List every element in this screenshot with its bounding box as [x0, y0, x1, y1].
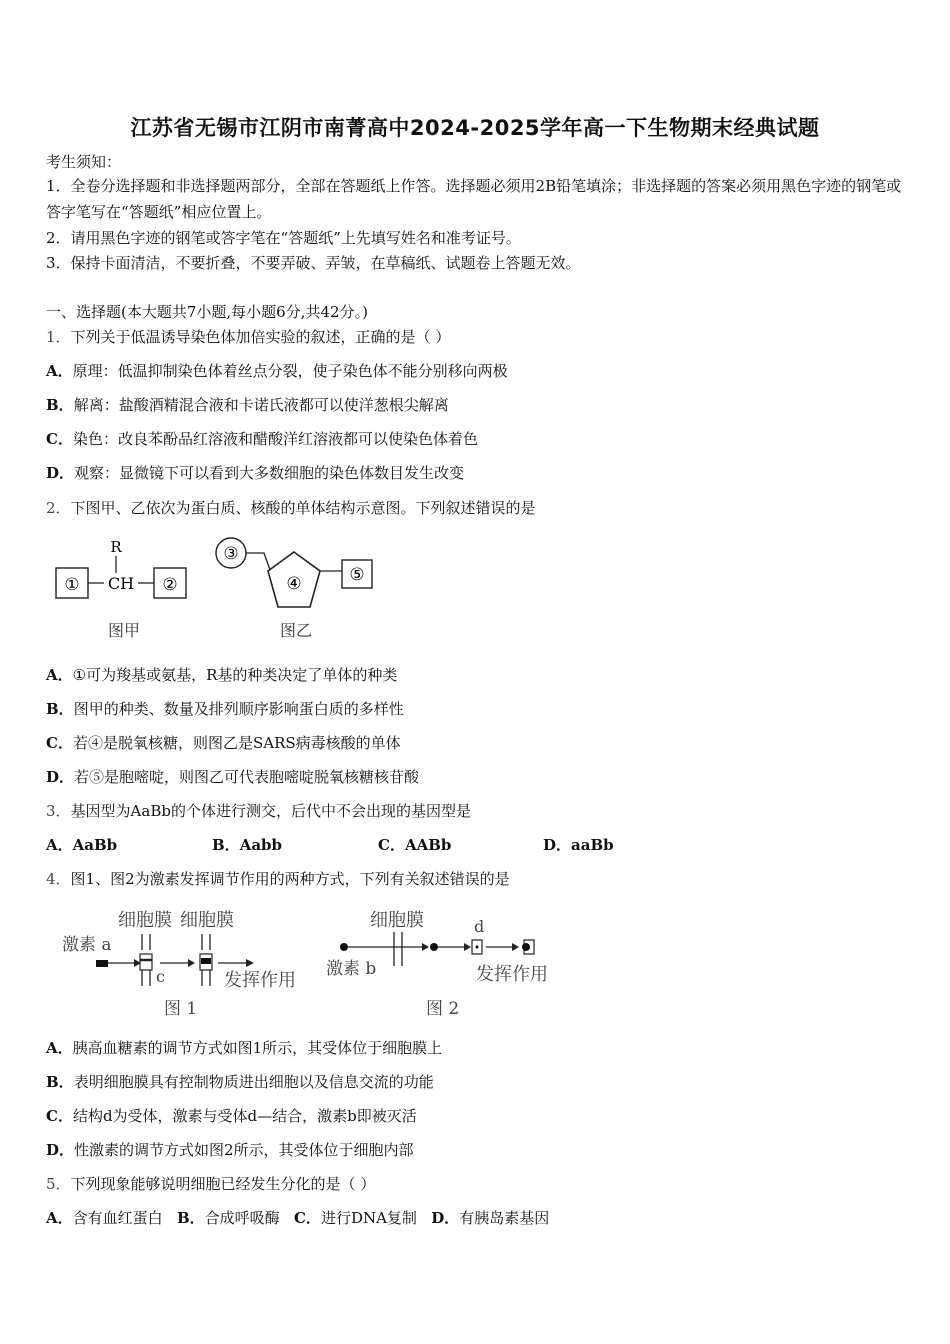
question-4 — [46, 868, 510, 889]
bond-line — [246, 553, 270, 570]
hormone-b-dot — [340, 943, 348, 951]
q3-option-a — [46, 834, 117, 855]
question-5 — [46, 1173, 375, 1194]
question-number: 2． — [46, 499, 71, 517]
label-2: ② — [162, 575, 178, 595]
notice-item-1: 1．全卷分选择题和非选择题两部分，全部在答题纸上作答。选择题必须用2B铅笔填涂；非选择题的答案必须用黑色字迹的钢笔或答字笔写在“答题纸”相应位置上。 — [46, 177, 902, 221]
membrane-label-2: 细胞膜 — [370, 910, 424, 931]
option-text: aaBb — [571, 836, 614, 854]
question-number: 5． — [46, 1175, 71, 1193]
option-text: 若⑤是胞嘧啶，则图乙可代表胞嘧啶脱氧核糖核苷酸 — [74, 768, 420, 786]
effect-label-2: 发挥作用 — [476, 964, 548, 985]
option-label: B． — [212, 836, 240, 854]
option-label: D． — [431, 1209, 460, 1227]
option-label: D． — [543, 836, 572, 854]
arrow-head — [422, 943, 429, 951]
arrow-head — [464, 943, 471, 951]
option-text: AABb — [404, 836, 452, 854]
option-text: 合成呼吸酶 — [204, 1209, 280, 1227]
q4-option-a — [46, 1037, 442, 1058]
caption-fig-b: 图乙 — [279, 621, 313, 640]
ch-label: CH — [107, 574, 135, 593]
option-text: 原理：低温抑制染色体着丝点分裂，使子染色体不能分别移向两极 — [72, 362, 508, 380]
arrow-head — [246, 959, 254, 967]
option-label: A． — [46, 666, 73, 684]
option-text: 染色：改良苯酚品红溶液和醋酸洋红溶液都可以使染色体着色 — [72, 430, 478, 448]
q3-option-b — [212, 834, 282, 855]
caption-fig-2: 图 2 — [426, 999, 460, 1019]
hormone-b-label: 激素 b — [326, 959, 377, 979]
notice-item-3: 3．保持卡面清洁，不要折叠，不要弄破、弄皱，在草稿纸、试题卷上答题无效。 — [46, 254, 581, 272]
option-label: D． — [46, 768, 75, 786]
q1-option-b — [46, 394, 449, 415]
section-heading: 一、选择题(本大题共7小题,每小题6分,共42分。) — [46, 303, 368, 321]
q2-option-c — [46, 732, 401, 753]
option-label: D． — [46, 464, 75, 482]
c-label: c — [156, 967, 165, 986]
label-1: ① — [64, 575, 80, 595]
option-label: A． — [46, 1039, 73, 1057]
question-stem: 下列关于低温诱导染色体加倍实验的叙述，正确的是（ ） — [70, 328, 451, 346]
membrane-label-1b: 细胞膜 — [180, 910, 234, 931]
option-text: 观察：显微镜下可以看到大多数细胞的染色体数目发生改变 — [74, 464, 465, 482]
option-text: Aabb — [239, 836, 283, 854]
exam-title: 江苏省无锡市江阴市南菁高中2024-2025学年高一下生物期末经典试题 — [130, 116, 820, 140]
receptor-d-dot — [476, 946, 479, 949]
question-3 — [46, 800, 471, 821]
question-number: 3． — [46, 802, 71, 820]
option-text: 结构d为受体，激素与受体d—结合，激素b即被灭活 — [72, 1107, 417, 1125]
r-label: R — [110, 538, 122, 556]
option-label: C． — [46, 734, 73, 752]
option-text: 含有血红蛋白 — [72, 1209, 163, 1227]
q1-option-c — [46, 428, 478, 449]
d-label: d — [474, 917, 485, 936]
membrane-label-1a: 细胞膜 — [118, 910, 172, 931]
option-label: C． — [378, 836, 405, 854]
q2-option-b — [46, 698, 404, 719]
q4-option-c — [46, 1105, 417, 1126]
option-text: AaBb — [72, 836, 118, 854]
option-label: D． — [46, 1141, 75, 1159]
option-label: A． — [46, 1209, 73, 1227]
q4-figure — [60, 902, 570, 1024]
option-label: B． — [46, 396, 74, 414]
label-4: ④ — [286, 574, 302, 594]
option-text: 进行DNA复制 — [320, 1209, 417, 1227]
q5-options — [46, 1207, 549, 1228]
notice-heading: 考生须知： — [46, 153, 122, 171]
question-number: 4． — [46, 870, 71, 888]
question-number: 1． — [46, 328, 71, 346]
hormone-b-inside — [430, 943, 438, 951]
question-2 — [46, 497, 536, 518]
complex-dot — [522, 943, 530, 951]
option-label: A． — [46, 362, 73, 380]
option-label: C． — [293, 1209, 321, 1227]
receptor-c — [140, 954, 152, 970]
question-stem: 下列现象能够说明细胞已经发生分化的是（ ） — [70, 1175, 376, 1193]
option-text: 若④是脱氧核糖，则图乙是SARS病毒核酸的单体 — [72, 734, 401, 752]
option-label: A． — [46, 836, 73, 854]
caption-fig-1: 图 1 — [164, 999, 198, 1019]
option-label: B． — [176, 1209, 205, 1227]
option-text: 胰高血糖素的调节方式如图1所示，其受体位于细胞膜上 — [72, 1039, 443, 1057]
q2-option-d — [46, 766, 419, 787]
hormone-a-mark — [96, 960, 108, 967]
question-stem: 基因型为AaBb的个体进行测交，后代中不会出现的基因型是 — [70, 802, 471, 820]
notice-item-2: 2．请用黑色字迹的钢笔或答字笔在“答题纸”上先填写姓名和准考证号。 — [46, 229, 521, 247]
question-stem: 下图甲、乙依次为蛋白质、核酸的单体结构示意图。下列叙述错误的是 — [70, 499, 536, 517]
q1-option-a — [46, 360, 508, 381]
q4-option-d — [46, 1139, 414, 1160]
question-stem: 图1、图2为激素发挥调节作用的两种方式，下列有关叙述错误的是 — [70, 870, 510, 888]
q1-option-d — [46, 462, 464, 483]
label-3: ③ — [223, 544, 239, 564]
q4-option-b — [46, 1071, 434, 1092]
q2-option-a — [46, 664, 397, 685]
hormone-a-label: 激素 a — [62, 935, 112, 955]
option-text: 性激素的调节方式如图2所示，其受体位于细胞内部 — [74, 1141, 414, 1159]
q2-figure — [48, 530, 388, 645]
question-1 — [46, 326, 450, 347]
option-label: B． — [46, 1073, 74, 1091]
option-text: 解离：盐酸酒精混合液和卡诺氏液都可以使洋葱根尖解离 — [73, 396, 449, 414]
q3-option-c — [378, 834, 451, 855]
option-text: ①可为羧基或氨基，R基的种类决定了单体的种类 — [72, 666, 398, 684]
option-text: 图甲的种类、数量及排列顺序影响蛋白质的多样性 — [73, 700, 404, 718]
option-text: 表明细胞膜具有控制物质进出细胞以及信息交流的功能 — [73, 1073, 434, 1091]
receptor-bound-fill — [201, 958, 211, 964]
option-label: C． — [46, 1107, 73, 1125]
effect-label-1: 发挥作用 — [224, 970, 296, 991]
label-5: ⑤ — [349, 565, 365, 585]
arrow-head — [188, 959, 195, 967]
q3-option-d — [543, 834, 614, 855]
option-label: B． — [46, 700, 74, 718]
caption-fig-a: 图甲 — [107, 621, 141, 640]
arrow-head — [512, 943, 519, 951]
option-label: C． — [46, 430, 73, 448]
option-text: 有胰岛素基因 — [459, 1209, 550, 1227]
